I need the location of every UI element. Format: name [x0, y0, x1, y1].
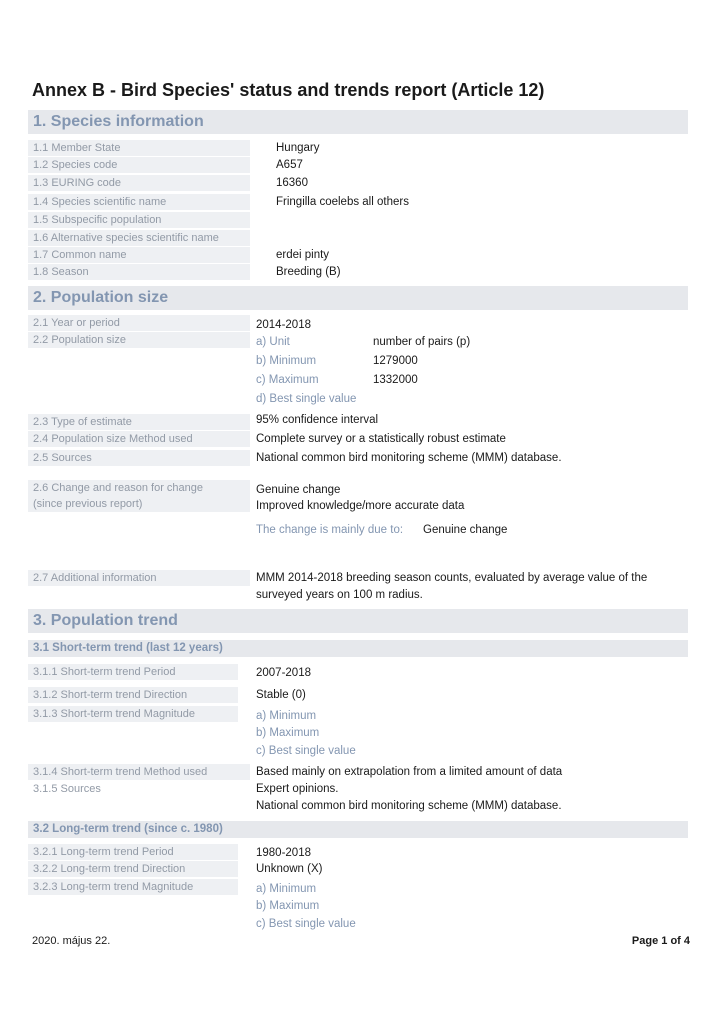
value-short-term-sources-2: National common bird monitoring scheme (MMM) database.: [256, 800, 562, 812]
footer-page-number: Page 1 of 4: [631, 935, 690, 947]
label-additional-info: 2.7 Additional information: [28, 570, 250, 586]
label-method-used: 2.4 Population size Method used: [28, 431, 250, 447]
label-short-term-minimum: a) Minimum: [256, 710, 317, 722]
page-title: Annex B - Bird Species' status and trends report (Article 12): [32, 80, 545, 100]
value-additional-info-2: surveyed years on 100 m radius.: [256, 589, 423, 601]
label-sources: 2.5 Sources: [28, 450, 250, 466]
value-minimum: 1279000: [373, 355, 418, 367]
value-short-term-sources-1: Expert opinions.: [256, 783, 339, 795]
label-short-term-maximum: b) Maximum: [256, 727, 320, 739]
value-common-name: erdei pinty: [276, 249, 330, 261]
value-member-state: Hungary: [276, 142, 320, 154]
footer-date: 2020. május 22.: [32, 935, 111, 947]
label-common-name: 1.7 Common name: [28, 247, 250, 263]
label-unit: a) Unit: [256, 336, 290, 348]
label-change-reason-line-2: (since previous report): [33, 498, 143, 510]
label-euring-code: 1.3 EURING code: [28, 175, 250, 191]
value-change-2: Improved knowledge/more accurate data: [256, 500, 465, 512]
label-population-size: 2.2 Population size: [28, 332, 250, 348]
label-type-of-estimate: 2.3 Type of estimate: [28, 414, 250, 430]
label-species-code: 1.2 Species code: [28, 157, 250, 173]
value-long-term-direction: Unknown (X): [256, 863, 323, 875]
value-maximum: 1332000: [373, 374, 418, 386]
value-season: Breeding (B): [276, 266, 341, 278]
label-change-reason-line-1: 2.6 Change and reason for change: [33, 482, 204, 494]
value-short-term-method: Based mainly on extrapolation from a limited amount of data: [256, 766, 563, 778]
value-year-period: 2014-2018: [256, 319, 311, 331]
label-change-reason: [28, 480, 250, 512]
subsection-heading-short-term: 3.1 Short-term trend (last 12 years): [28, 640, 688, 657]
label-long-term-direction: 3.2.2 Long-term trend Direction: [28, 861, 238, 877]
label-short-term-best-value: c) Best single value: [256, 745, 356, 757]
label-change-mainly-due: The change is mainly due to:: [256, 524, 404, 536]
label-season: 1.8 Season: [28, 264, 250, 280]
label-long-term-period: 3.2.1 Long-term trend Period: [28, 844, 238, 860]
label-subspecific-population: 1.5 Subspecific population: [28, 212, 250, 228]
subsection-heading-long-term: 3.2 Long-term trend (since c. 1980): [28, 821, 688, 838]
value-change-mainly-due: Genuine change: [423, 524, 508, 536]
label-short-term-sources: 3.1.5 Sources: [33, 783, 101, 795]
label-best-single-value: d) Best single value: [256, 393, 357, 405]
value-unit: number of pairs (p): [373, 336, 471, 348]
value-additional-info-1: MMM 2014-2018 breeding season counts, evaluated by average value of the: [256, 572, 648, 584]
label-long-term-maximum: b) Maximum: [256, 900, 320, 912]
value-sources: National common bird monitoring scheme (MMM) database.: [256, 452, 562, 464]
label-year-period: 2.1 Year or period: [28, 315, 250, 331]
value-scientific-name: Fringilla coelebs all others: [276, 196, 409, 208]
label-long-term-minimum: a) Minimum: [256, 883, 317, 895]
label-maximum: c) Maximum: [256, 374, 319, 386]
label-alternative-name: 1.6 Alternative species scientific name: [28, 230, 250, 246]
value-short-term-direction: Stable (0): [256, 689, 306, 701]
label-short-term-magnitude: 3.1.3 Short-term trend Magnitude: [28, 706, 238, 722]
label-short-term-period: 3.1.1 Short-term trend Period: [28, 664, 238, 680]
value-type-of-estimate: 95% confidence interval: [256, 414, 379, 426]
value-long-term-period: 1980-2018: [256, 847, 311, 859]
section-heading-population-trend: 3. Population trend: [28, 609, 688, 633]
label-short-term-direction: 3.1.2 Short-term trend Direction: [28, 687, 238, 703]
value-method-used: Complete survey or a statistically robust estimate: [256, 433, 506, 445]
label-short-term-method: 3.1.4 Short-term trend Method used: [28, 764, 250, 780]
label-long-term-magnitude: 3.2.3 Long-term trend Magnitude: [28, 879, 238, 895]
value-euring-code: 16360: [276, 177, 308, 189]
section-heading-species-information: 1. Species information: [28, 110, 688, 134]
label-scientific-name: 1.4 Species scientific name: [28, 194, 250, 210]
value-short-term-period: 2007-2018: [256, 667, 311, 679]
label-long-term-best-value: c) Best single value: [256, 918, 356, 930]
label-member-state: 1.1 Member State: [28, 140, 250, 156]
section-heading-population-size: 2. Population size: [28, 286, 688, 310]
value-species-code: A657: [276, 159, 303, 171]
label-minimum: b) Minimum: [256, 355, 317, 367]
value-change-1: Genuine change: [256, 484, 341, 496]
